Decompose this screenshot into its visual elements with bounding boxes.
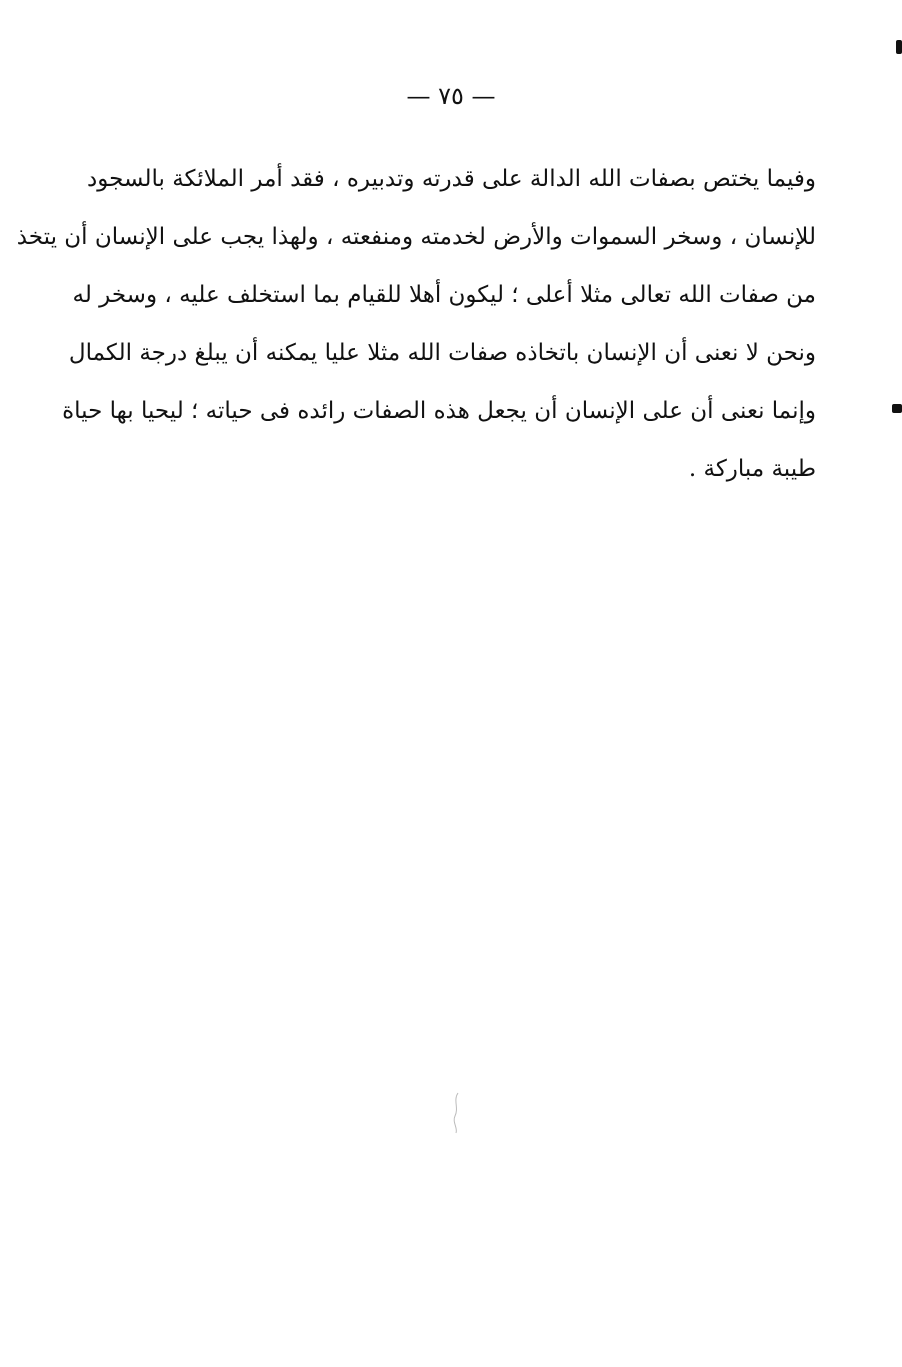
text-line: وفيما يختص بصفات الله الدالة على قدرته وتدبيره ، فقد أمر الملائكة بالسجود [87,166,816,192]
text-line: وإنما نعنى أن على الإنسان أن يجعل هذه الصفات رائده فى حياته ؛ ليحيا بها حياة [62,398,816,424]
scan-scratch-mark [452,1092,460,1134]
page-number: — ٧٥ — [406,82,496,110]
scan-edge-mark [892,404,902,413]
text-line: للإنسان ، وسخر السموات والأرض لخدمته ومنفعته ، ولهذا يجب على الإنسان أن يتخذ [16,224,816,250]
text-line: من صفات الله تعالى مثلا أعلى ؛ ليكون أهلا للقيام بما استخلف عليه ، وسخر له [72,282,816,308]
scan-edge-mark [896,40,902,54]
text-line: طيبة مباركة . [688,456,816,482]
body-text [16,150,816,498]
text-line: ونحن لا نعنى أن الإنسان باتخاذه صفات الله مثلا عليا يمكنه أن يبلغ درجة الكمال [68,340,816,366]
